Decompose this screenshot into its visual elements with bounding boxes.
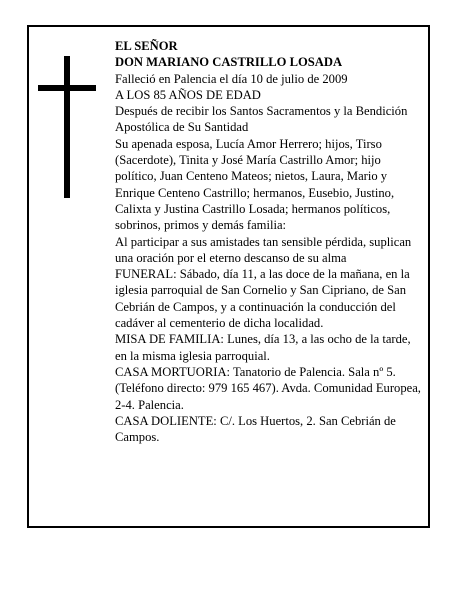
prayer-request-paragraph: Al participar a sus amistades tan sensible pérdida, suplican una oración por el eterno descanso de su alma: [115, 234, 412, 265]
sacraments-paragraph: Después de recibir los Santos Sacramentos y la Bendición Apostólica de Su Santidad: [115, 104, 408, 135]
family-paragraph: Su apenada esposa, Lucía Amor Herrero; hijos, Tirso (Sacerdote), Tinita y José María Castrillo Amor; hijo político, Juan Centeno Mateos; nietos, Laura, Mario y Enrique Centeno Castrillo; hermanos, Eusebio, Justino, Calixta y Justina Castrillo Losada; hermanos políticos, sobrinos, primos y demás familia:: [115, 136, 395, 233]
mortuary-paragraph: CASA MORTUORIA: Tanatorio de Palencia. Sala nº 5. (Teléfono directo: 979 165 467). Avda. Comunidad Europea, 2-4. Palencia.: [115, 364, 421, 412]
funeral-paragraph: FUNERAL: Sábado, día 11, a las doce de la mañana, en la iglesia parroquial de San Cornelio y San Cipriano, de San Cebrián de Campos, y a continuación la conducción del cadáver al cementerio de dicha localidad.: [115, 267, 410, 331]
cross-vertical-bar: [64, 56, 70, 198]
family-mass-paragraph: MISA DE FAMILIA: Lunes, día 13, a las ocho de la tarde, en la misma iglesia parroquial.: [115, 332, 411, 363]
mourning-home-paragraph: CASA DOLIENTE: C/. Los Huertos, 2. San Cebrián de Campos.: [115, 413, 396, 445]
cross-horizontal-bar: [38, 85, 96, 91]
deceased-name: DON MARIANO CASTRILLO LOSADA: [115, 55, 343, 70]
obituary-text: [115, 38, 421, 445]
deceased-title: EL SEÑOR: [115, 39, 178, 53]
death-date-line: Falleció en Palencia el día 10 de julio de 2009: [115, 71, 348, 86]
age-line: A LOS 85 AÑOS DE EDAD: [115, 87, 261, 102]
